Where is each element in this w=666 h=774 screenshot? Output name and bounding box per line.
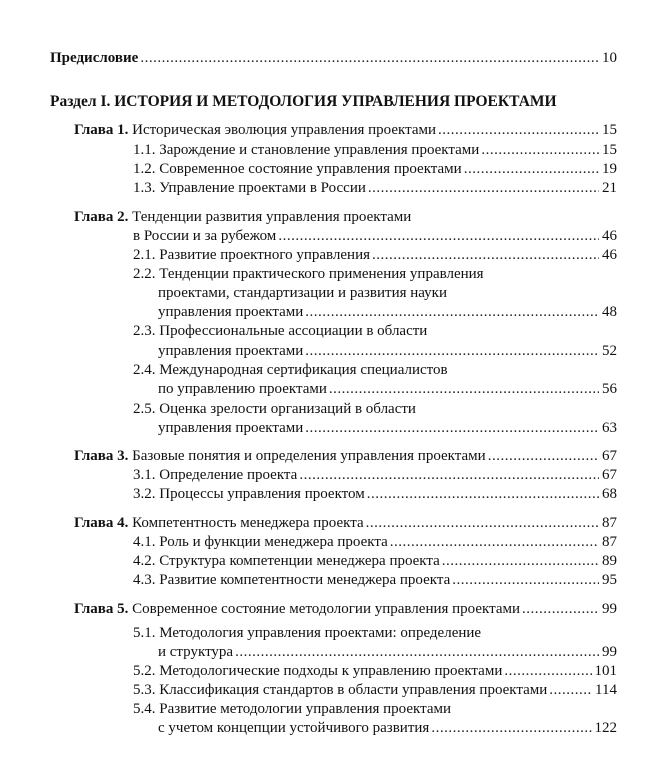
page-number: 99	[602, 601, 617, 617]
dot-leader	[522, 599, 599, 619]
page-number: 46	[602, 228, 617, 244]
page-number: 95	[602, 572, 617, 588]
toc-entry-label: 1.1. Зарождение и становление управления проектами	[133, 142, 480, 158]
dot-leader	[431, 718, 591, 738]
chapter-title-cont: в России и за рубежом	[133, 228, 277, 244]
chapter-title: Историческая эволюция управления проектами	[132, 122, 437, 138]
page-number: 48	[602, 304, 617, 320]
toc-entry-1-1[interactable]	[133, 140, 617, 160]
dot-leader	[278, 226, 599, 246]
toc-entry-label: 4.2. Структура компетенции менеджера проекта	[133, 553, 440, 569]
toc-entry-chapter-2[interactable]	[133, 226, 617, 246]
dot-leader	[368, 178, 599, 198]
page-number: 52	[602, 343, 617, 359]
toc-entry-2-4[interactable]	[158, 379, 617, 399]
dot-leader	[140, 48, 599, 68]
dot-leader	[305, 302, 599, 322]
page-number: 99	[602, 644, 617, 660]
dot-leader	[464, 159, 599, 179]
toc-entry-2-5-line1[interactable]: 2.5. Оценка зрелости организаций в области	[133, 401, 416, 417]
page-number: 63	[602, 420, 617, 436]
toc-entry-5-1-line1[interactable]: 5.1. Методология управления проектами: определение	[133, 625, 482, 641]
page-number: 87	[602, 515, 617, 531]
toc-entry-5-1[interactable]	[158, 642, 617, 662]
page-number: 56	[602, 381, 617, 397]
dot-leader	[235, 642, 599, 662]
dot-leader	[372, 245, 599, 265]
dot-leader	[488, 446, 599, 466]
page-number: 67	[602, 467, 617, 483]
toc-entry-label: 3.1. Определение проекта	[133, 467, 298, 483]
toc-entry-2-2-line2[interactable]: проектами, стандартизации и развития науки	[158, 285, 447, 301]
toc-entry-2-2-line1[interactable]: 2.2. Тенденции практического применения управления	[133, 266, 484, 282]
chapter-prefix: Глава 2.	[74, 209, 129, 225]
toc-entry-1-2[interactable]	[133, 159, 617, 179]
toc-entry-5-4-line1[interactable]: 5.4. Развитие методологии управления проектами	[133, 701, 452, 717]
toc-entry-label: и структура	[158, 644, 234, 660]
page-number: 10	[602, 50, 617, 66]
page-number: 114	[595, 682, 617, 698]
toc-entry-label: 5.3. Классификация стандартов в области управления проектами	[133, 682, 548, 698]
toc-entry-2-3[interactable]	[158, 341, 617, 361]
toc-entry-2-2[interactable]	[158, 302, 617, 322]
toc-entry-3-1[interactable]	[133, 465, 617, 485]
toc-entry-4-1[interactable]	[133, 532, 617, 552]
toc-entry-label: с учетом концепции устойчивого развития	[158, 720, 430, 736]
page-number: 122	[594, 720, 617, 736]
toc-entry-5-4[interactable]	[158, 718, 617, 738]
dot-leader	[329, 379, 599, 399]
toc-entry-chapter-4[interactable]	[74, 513, 617, 533]
toc-entry-label: по управлению проектами	[158, 381, 327, 397]
dot-leader	[452, 570, 599, 590]
toc-entry-label: 3.2. Процессы управления проектом	[133, 486, 365, 502]
page-number: 89	[602, 553, 617, 569]
page-number: 15	[602, 122, 617, 138]
toc-entry-chapter-1[interactable]	[74, 120, 617, 140]
dot-leader	[549, 680, 592, 700]
toc-entry-2-3-line1[interactable]: 2.3. Профессиональные ассоциации в области	[133, 323, 428, 339]
chapter-prefix: Глава 5.	[74, 601, 129, 617]
dot-leader	[438, 120, 599, 140]
dot-leader	[299, 465, 599, 485]
toc-entry-4-3[interactable]	[133, 570, 617, 590]
toc-entry-2-5[interactable]	[158, 418, 617, 438]
toc-entry-label: 2.1. Развитие проектного управления	[133, 247, 371, 263]
chapter-title: Тенденции развития управления проектами	[132, 209, 412, 225]
page-number: 15	[602, 142, 617, 158]
dot-leader	[504, 661, 591, 681]
dot-leader	[367, 484, 599, 504]
chapter-title: Современное состояние методологии управления проектами	[132, 601, 521, 617]
page-number: 101	[594, 663, 617, 679]
toc-entry-label: 5.2. Методологические подходы к управлению проектами	[133, 663, 503, 679]
dot-leader	[481, 140, 599, 160]
toc-entry-label: 1.3. Управление проектами в России	[133, 180, 366, 196]
toc-entry-2-4-line1[interactable]: 2.4. Международная сертификация специалистов	[133, 362, 448, 378]
page-number: 68	[602, 486, 617, 502]
chapter-title: Базовые понятия и определения управления проектами	[132, 448, 486, 464]
toc-entry-chapter-2-line1[interactable]	[74, 207, 411, 227]
chapter-title: Компетентность менеджера проекта	[132, 515, 364, 531]
toc-entry-2-1[interactable]	[133, 245, 617, 265]
dot-leader	[305, 418, 599, 438]
page-number: 19	[602, 161, 617, 177]
toc-entry-5-3[interactable]	[133, 680, 617, 700]
page-number: 46	[602, 247, 617, 263]
dot-leader	[366, 513, 599, 533]
chapter-prefix: Глава 1.	[74, 122, 129, 138]
toc-entry-label: 4.1. Роль и функции менеджера проекта	[133, 534, 388, 550]
toc-entry-5-2[interactable]	[133, 661, 617, 681]
dot-leader	[442, 551, 599, 571]
chapter-prefix: Глава 4.	[74, 515, 129, 531]
page-number: 21	[602, 180, 617, 196]
toc-entry-4-2[interactable]	[133, 551, 617, 571]
toc-entry-label: 1.2. Современное состояние управления проектами	[133, 161, 462, 177]
toc-entry-chapter-3[interactable]	[74, 446, 617, 466]
toc-entry-label: управления проектами	[158, 420, 304, 436]
toc-entry-3-2[interactable]	[133, 484, 617, 504]
dot-leader	[305, 341, 599, 361]
toc-entry-label: Предисловие	[50, 50, 139, 66]
page-number: 67	[602, 448, 617, 464]
dot-leader	[390, 532, 599, 552]
toc-entry-1-3[interactable]	[133, 178, 617, 198]
toc-entry-preface[interactable]	[50, 48, 617, 68]
chapter-prefix: Глава 3.	[74, 448, 129, 464]
toc-entry-label: управления проектами	[158, 343, 304, 359]
toc-entry-chapter-5[interactable]	[74, 599, 617, 619]
toc-entry-label: 4.3. Развитие компетентности менеджера проекта	[133, 572, 451, 588]
section-title: Раздел I. ИСТОРИЯ И МЕТОДОЛОГИЯ УПРАВЛЕНИЯ ПРОЕКТАМИ	[50, 93, 557, 110]
toc-entry-label: управления проектами	[158, 304, 304, 320]
page-number: 87	[602, 534, 617, 550]
